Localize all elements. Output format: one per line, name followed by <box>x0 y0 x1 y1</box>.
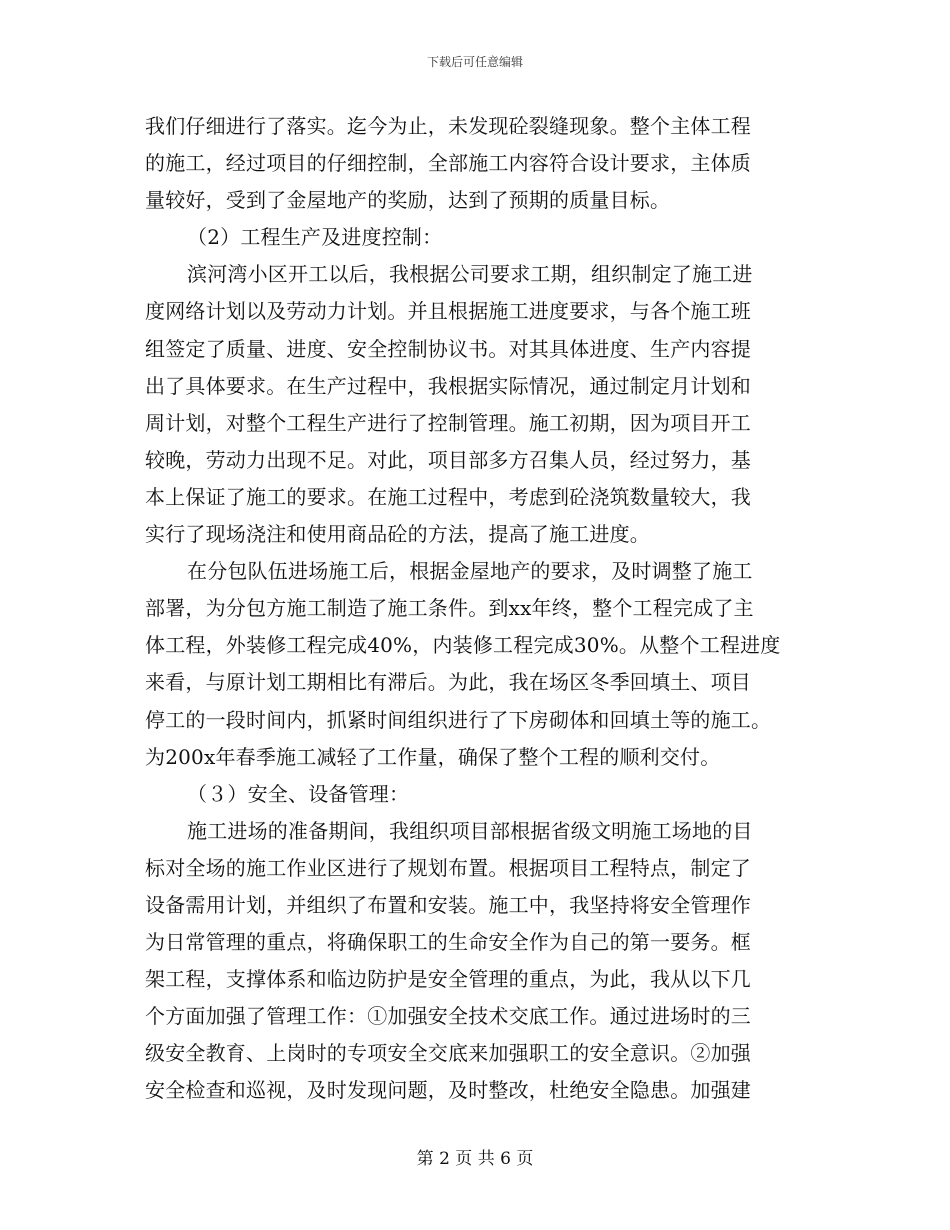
text-line: 量较好，受到了金屋地产的奖励，达到了预期的质量目标。 <box>145 188 671 213</box>
text-line: 组签定了质量、进度、安全控制协议书。对其具体进度、生产内容提 <box>145 336 751 361</box>
text-line: 为日常管理的重点，将确保职工的生命安全作为自己的第一要务。框 <box>145 930 751 955</box>
text-line: 来看，与原计划工期相比有滞后。为此，我在场区冬季回填土、项目 <box>145 670 751 695</box>
page-header: 下载后可任意编辑 <box>426 55 523 69</box>
text-line: 安全检查和巡视，及时发现问题，及时整改，杜绝安全隐患。加强建 <box>145 1078 751 1103</box>
text-line: 个方面加强了管理工作：①加强安全技术交底工作。通过进场时的三 <box>145 1004 751 1029</box>
text-line: 体工程，外装修工程完成40%，内装修工程完成30%。从整个工程进度 <box>145 633 781 658</box>
text-line: 在分包队伍进场施工后，根据金屋地产的要求，及时调整了施工 <box>187 559 753 584</box>
text-line: 部署，为分包方施工制造了施工条件。到xx年终，整个工程完成了主 <box>145 596 754 621</box>
text-line: 度网络计划以及劳动力计划。并且根据施工进度要求，与各个施工班 <box>145 299 751 324</box>
text-line: 本上保证了施工的要求。在施工过程中，考虑到砼浇筑数量较大，我 <box>145 484 751 509</box>
text-line: 较晚，劳动力出现不足。对此，项目部多方召集人员，经过努力，基 <box>145 447 751 472</box>
text-line: 设备需用计划，并组织了布置和安装。施工中，我坚持将安全管理作 <box>145 892 751 917</box>
text-line: 出了具体要求。在生产过程中，我根据实际情况，通过制定月计划和 <box>145 373 751 398</box>
text-line: 架工程，支撑体系和临边防护是安全管理的重点，为此，我从以下几 <box>145 967 751 992</box>
text-line: 的施工，经过项目的仔细控制，全部施工内容符合设计要求，主体质 <box>145 151 751 176</box>
text-line: 滨河湾小区开工以后，我根据公司要求工期，组织制定了施工进 <box>187 262 753 287</box>
page-footer: 第 2 页 共 6 页 <box>416 1149 534 1169</box>
text-line: 级安全教育、上岗时的专项安全交底来加强职工的安全意识。②加强 <box>145 1041 751 1066</box>
document-body <box>145 108 805 1110</box>
text-line: 为200x年春季施工减轻了工作量，确保了整个工程的顺利交付。 <box>145 744 721 769</box>
text-line: （2）工程生产及进度控制： <box>187 225 443 250</box>
text-line: 标对全场的施工作业区进行了规划布置。根据项目工程特点，制定了 <box>145 855 751 880</box>
text-line: （３）安全、设备管理： <box>187 781 410 806</box>
text-line: 施工进场的准备期间，我组织项目部根据省级文明施工场地的目 <box>187 818 753 843</box>
text-line: 停工的一段时间内，抓紧时间组织进行了下房砌体和回填土等的施工。 <box>145 707 772 732</box>
text-line: 实行了现场浇注和使用商品砼的方法，提高了施工进度。 <box>145 522 650 547</box>
text-line: 周计划，对整个工程生产进行了控制管理。施工初期，因为项目开工 <box>145 410 751 435</box>
text-line: 我们仔细进行了落实。迄今为止，未发现砼裂缝现象。整个主体工程 <box>145 114 751 138</box>
